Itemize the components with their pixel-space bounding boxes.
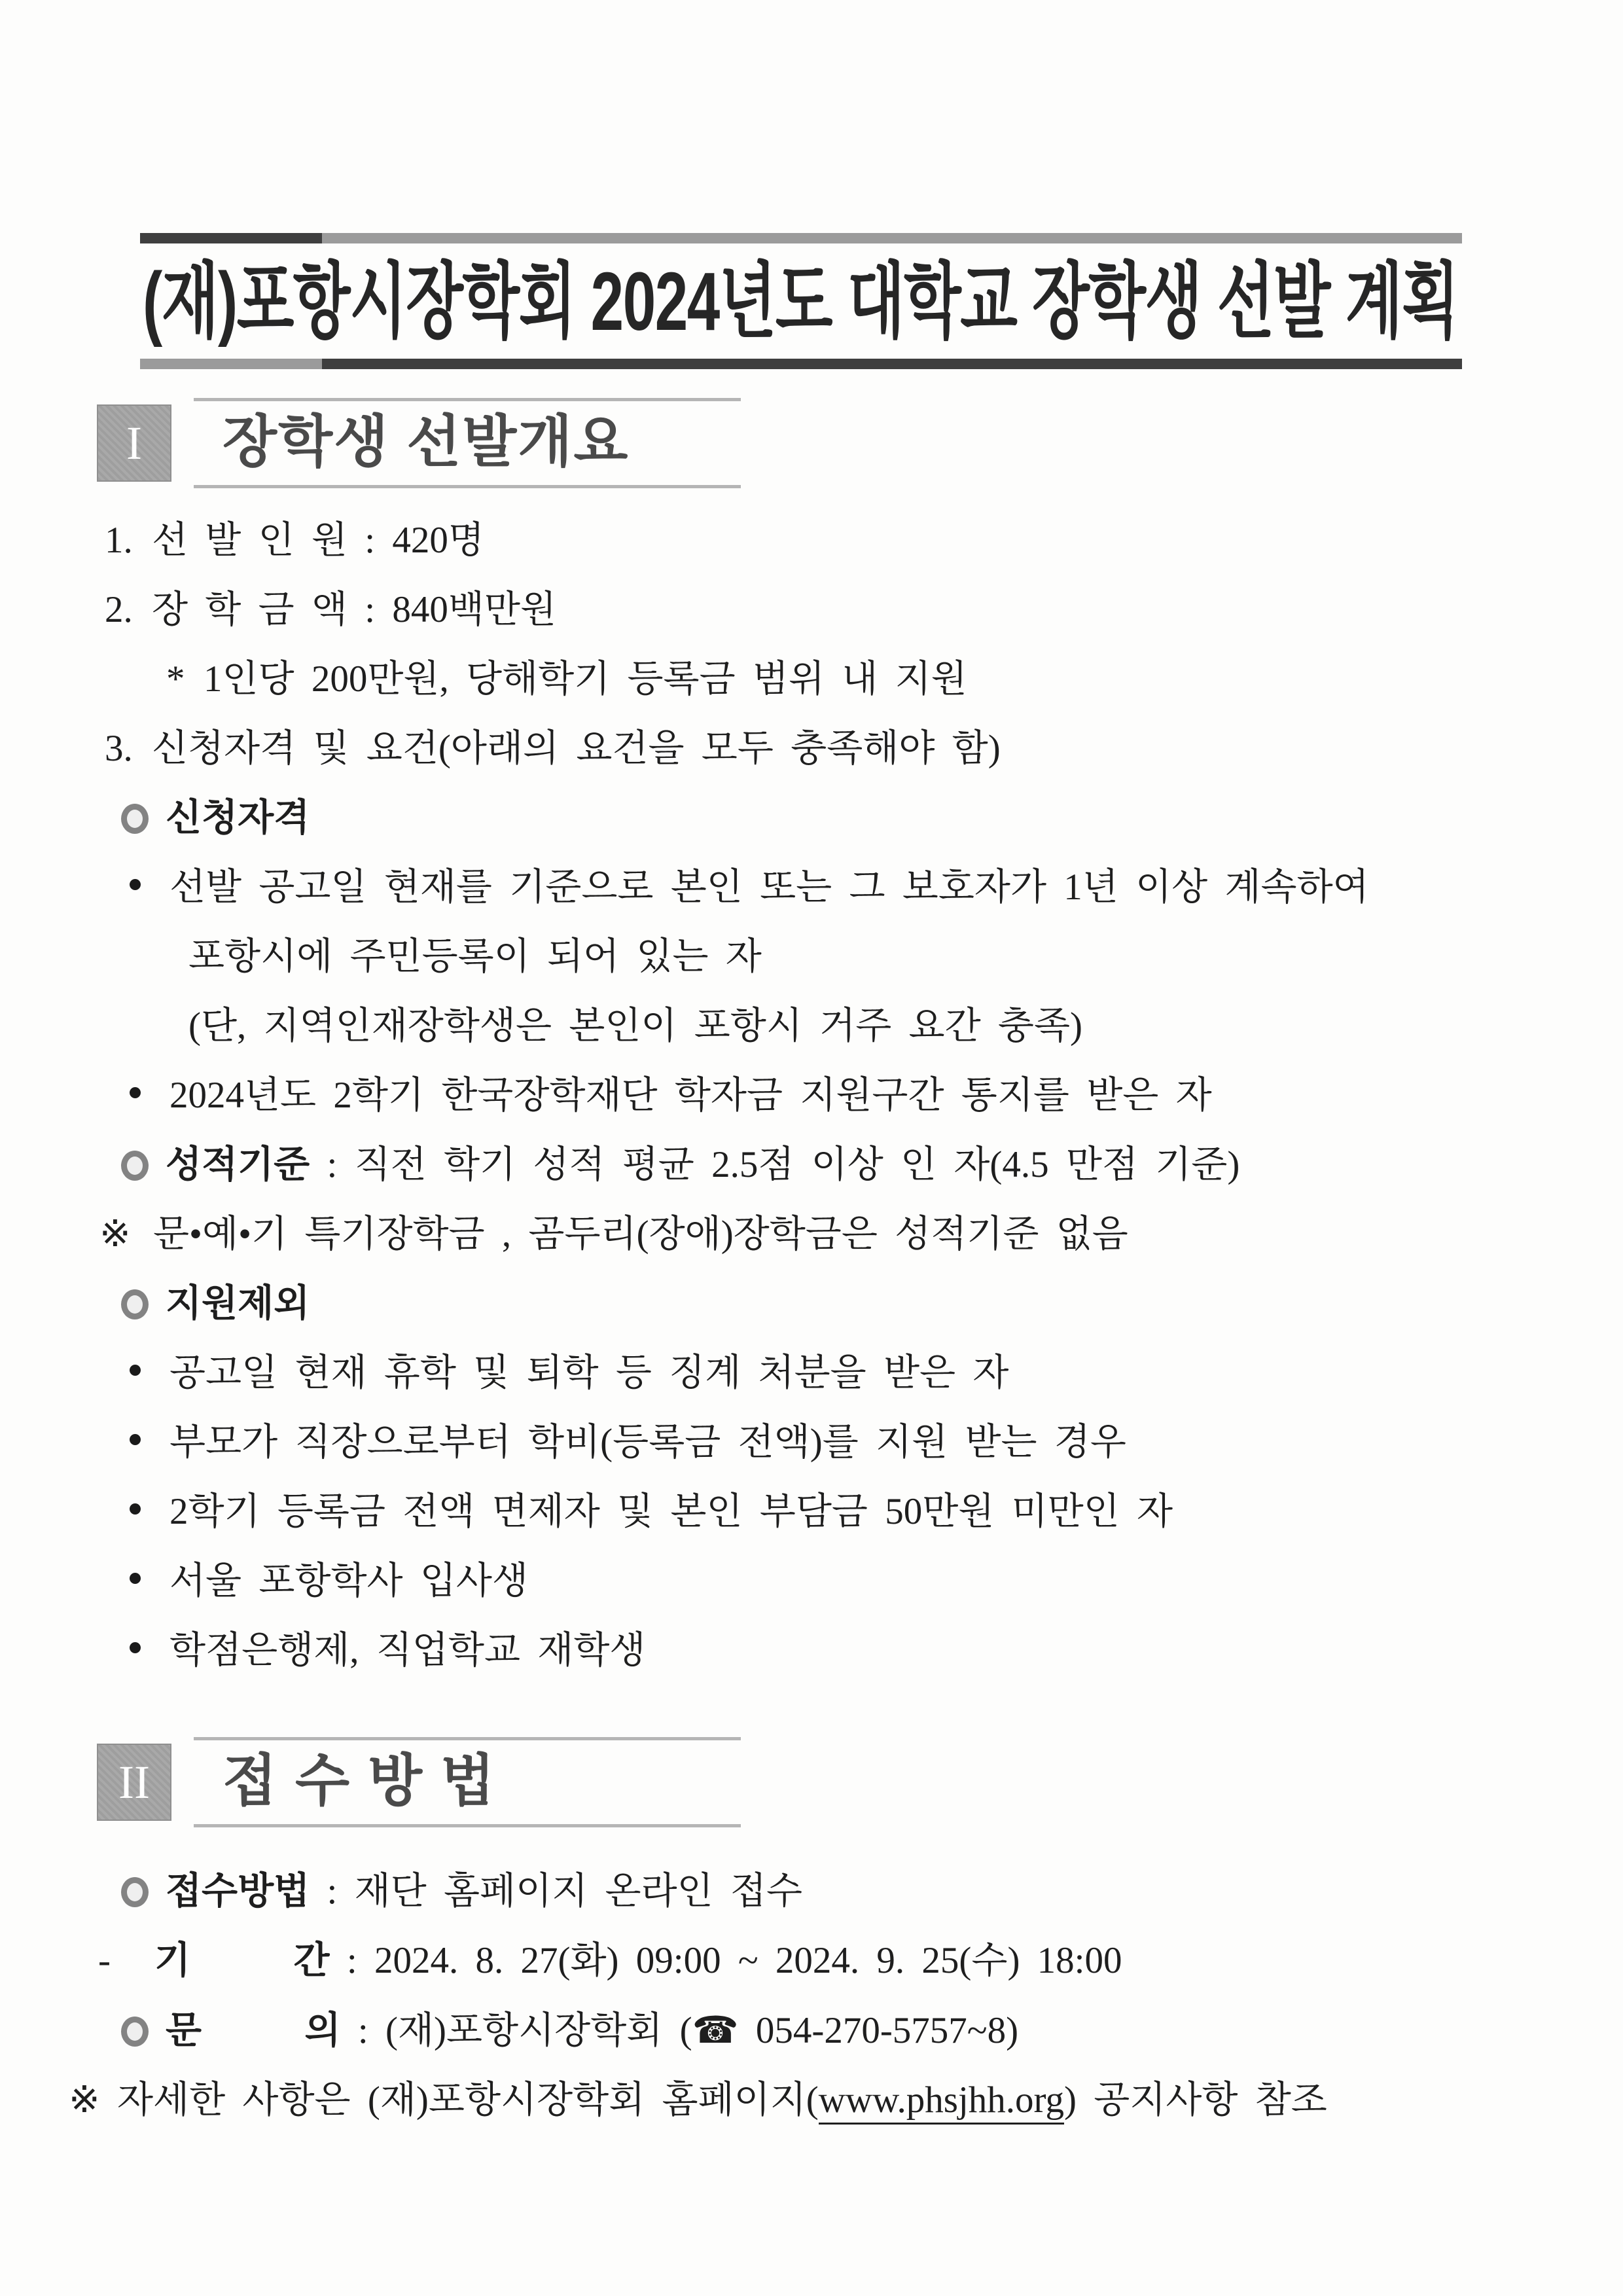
apply-text: : 2024. 8. 27(화) 09:00 ~ 2024. 9. 25(수) 18:00: [329, 1940, 1122, 1981]
list-item-scholarship-amount: [105, 589, 1623, 631]
section-2-heading: 접 수 방 법: [223, 1749, 496, 1812]
item-number: 2.: [105, 589, 133, 630]
list-item-exclusion-discipline: [130, 1352, 1623, 1394]
list-item-kosaf-notice: [130, 1075, 1623, 1117]
section-1-numeral: I: [126, 417, 142, 469]
item-text: 선발 공고일 현재를 기준으로 본인 또는 그 보호자가 1년 이상 계속하여: [169, 867, 1369, 908]
ring-bullet-icon: [121, 2017, 149, 2047]
item-text: 서울 포항학사 입사생: [169, 1560, 529, 1602]
subsection-text: : 직전 학기 성적 평균 2.5점 이상 인 자(4.5 만점 기준): [310, 1144, 1240, 1185]
dot-bullet-icon: [130, 1087, 141, 1098]
subsection-label: 신청자격: [166, 797, 310, 838]
section-2-heading-box: [194, 1737, 741, 1827]
note-text: ) 공지사항 참조: [1064, 2079, 1327, 2121]
dot-bullet-icon: [130, 1365, 141, 1376]
banner-bottom-rule: [140, 359, 1462, 369]
asterisk-marker: *: [166, 658, 185, 700]
footer-reference-note: [69, 2079, 1623, 2121]
telephone-icon: ☎: [692, 2009, 739, 2052]
dot-bullet-icon: [130, 1434, 141, 1445]
item-text: (단, 지역인재장학생은 본인이 포항시 거주 요간 충족): [188, 1005, 1083, 1047]
item-number: 3.: [105, 728, 133, 769]
section-2-numeral-box: [97, 1744, 171, 1821]
ring-bullet-icon: [121, 1877, 149, 1907]
dot-bullet-icon: [130, 1642, 141, 1653]
dash-marker: -: [98, 1940, 111, 1981]
apply-period-line: [98, 1940, 1623, 1982]
title-banner: [140, 233, 1462, 369]
list-item-requirements: [105, 728, 1623, 770]
list-item-selection-count: [105, 520, 1623, 562]
item-text: 포항시에 주민등록이 되어 있는 자: [188, 936, 762, 977]
item-text: 1인당 200만원, 당해학기 등록금 범위 내 지원: [204, 658, 967, 700]
list-subnote-per-person: [166, 658, 1623, 700]
note-text: 자세한 사항은 (재)포항시장학회 홈페이지(: [117, 2079, 819, 2121]
dot-bullet-icon: [130, 1573, 141, 1584]
apply-text: : 재단 홈페이지 온라인 접수: [310, 1871, 803, 1912]
document-title: (재)포항시장학회 2024년도 대학교 장학생 선발 계획: [143, 255, 1459, 348]
ring-bullet-icon: [121, 1289, 149, 1319]
list-item-residency-cont: [188, 936, 1623, 978]
item-text: 부모가 직장으로부터 학비(등록금 전액)를 지원 받는 경우: [169, 1422, 1126, 1463]
document-body: [0, 370, 1623, 2149]
subsection-grade-criteria: [121, 1144, 1623, 1186]
subsection-eligibility: [121, 797, 1623, 839]
apply-method-line: [121, 1871, 1623, 1912]
item-text: 공고일 현재 휴학 및 퇴학 등 징계 처분을 받은 자: [169, 1352, 1009, 1393]
subsection-label: 성적기준: [166, 1144, 310, 1185]
section-1-numeral-box: [97, 404, 171, 482]
list-item-exclusion-employer-support: [130, 1422, 1623, 1463]
section-2-header: [97, 1737, 1623, 1827]
item-text: 장 학 금 액 : 840백만원: [152, 589, 557, 630]
item-number: 1.: [105, 520, 133, 561]
ring-bullet-icon: [121, 1151, 149, 1181]
item-text: 2024년도 2학기 한국장학재단 학자금 지원구간 통지를 받은 자: [169, 1075, 1212, 1116]
item-text: 선 발 인 원 : 420명: [152, 520, 484, 561]
apply-text: : (재)포항시장학회 (: [340, 2010, 692, 2051]
ring-bullet-icon: [121, 804, 149, 834]
section-1-heading-box: [194, 398, 741, 488]
apply-label: 문 의: [166, 2010, 341, 2051]
item-text: 신청자격 및 요건(아래의 요건을 모두 충족해야 함): [152, 728, 1001, 769]
item-text: 학점은행제, 직업학교 재학생: [169, 1630, 646, 1671]
item-text: 2학기 등록금 전액 면제자 및 본인 부담금 50만원 미만인 자: [169, 1491, 1173, 1532]
subsection-exclusions: [121, 1283, 1623, 1325]
section-2-numeral: II: [118, 1756, 150, 1808]
apply-label: 접수방법: [166, 1871, 310, 1912]
reference-mark: ※: [69, 2079, 100, 2121]
list-item-residency: [130, 867, 1623, 908]
subsection-label: 지원제외: [166, 1283, 310, 1324]
website-url: www.phsjhh.org: [819, 2079, 1064, 2125]
list-item-residency-exception: [188, 1005, 1623, 1047]
dot-bullet-icon: [130, 1503, 141, 1515]
dot-bullet-icon: [130, 879, 141, 890]
apply-contact-line: [121, 2009, 1623, 2052]
list-item-exclusion-tuition-waiver: [130, 1491, 1623, 1533]
banner-top-rule: [140, 233, 1462, 243]
reference-mark: ※: [99, 1213, 131, 1255]
apply-label: 기 간: [154, 1940, 330, 1981]
note-grade-exception: [99, 1213, 1623, 1255]
section-1-heading: 장학생 선발개요: [223, 410, 630, 473]
phone-number: 054-270-5757~8): [738, 2010, 1019, 2051]
note-text: 문•예•기 특기장학금 , 곰두리(장애)장학금은 성적기준 없음: [153, 1213, 1128, 1255]
list-item-exclusion-dormitory: [130, 1560, 1623, 1602]
section-1-header: [97, 398, 1623, 488]
list-item-exclusion-credit-bank: [130, 1630, 1623, 1672]
